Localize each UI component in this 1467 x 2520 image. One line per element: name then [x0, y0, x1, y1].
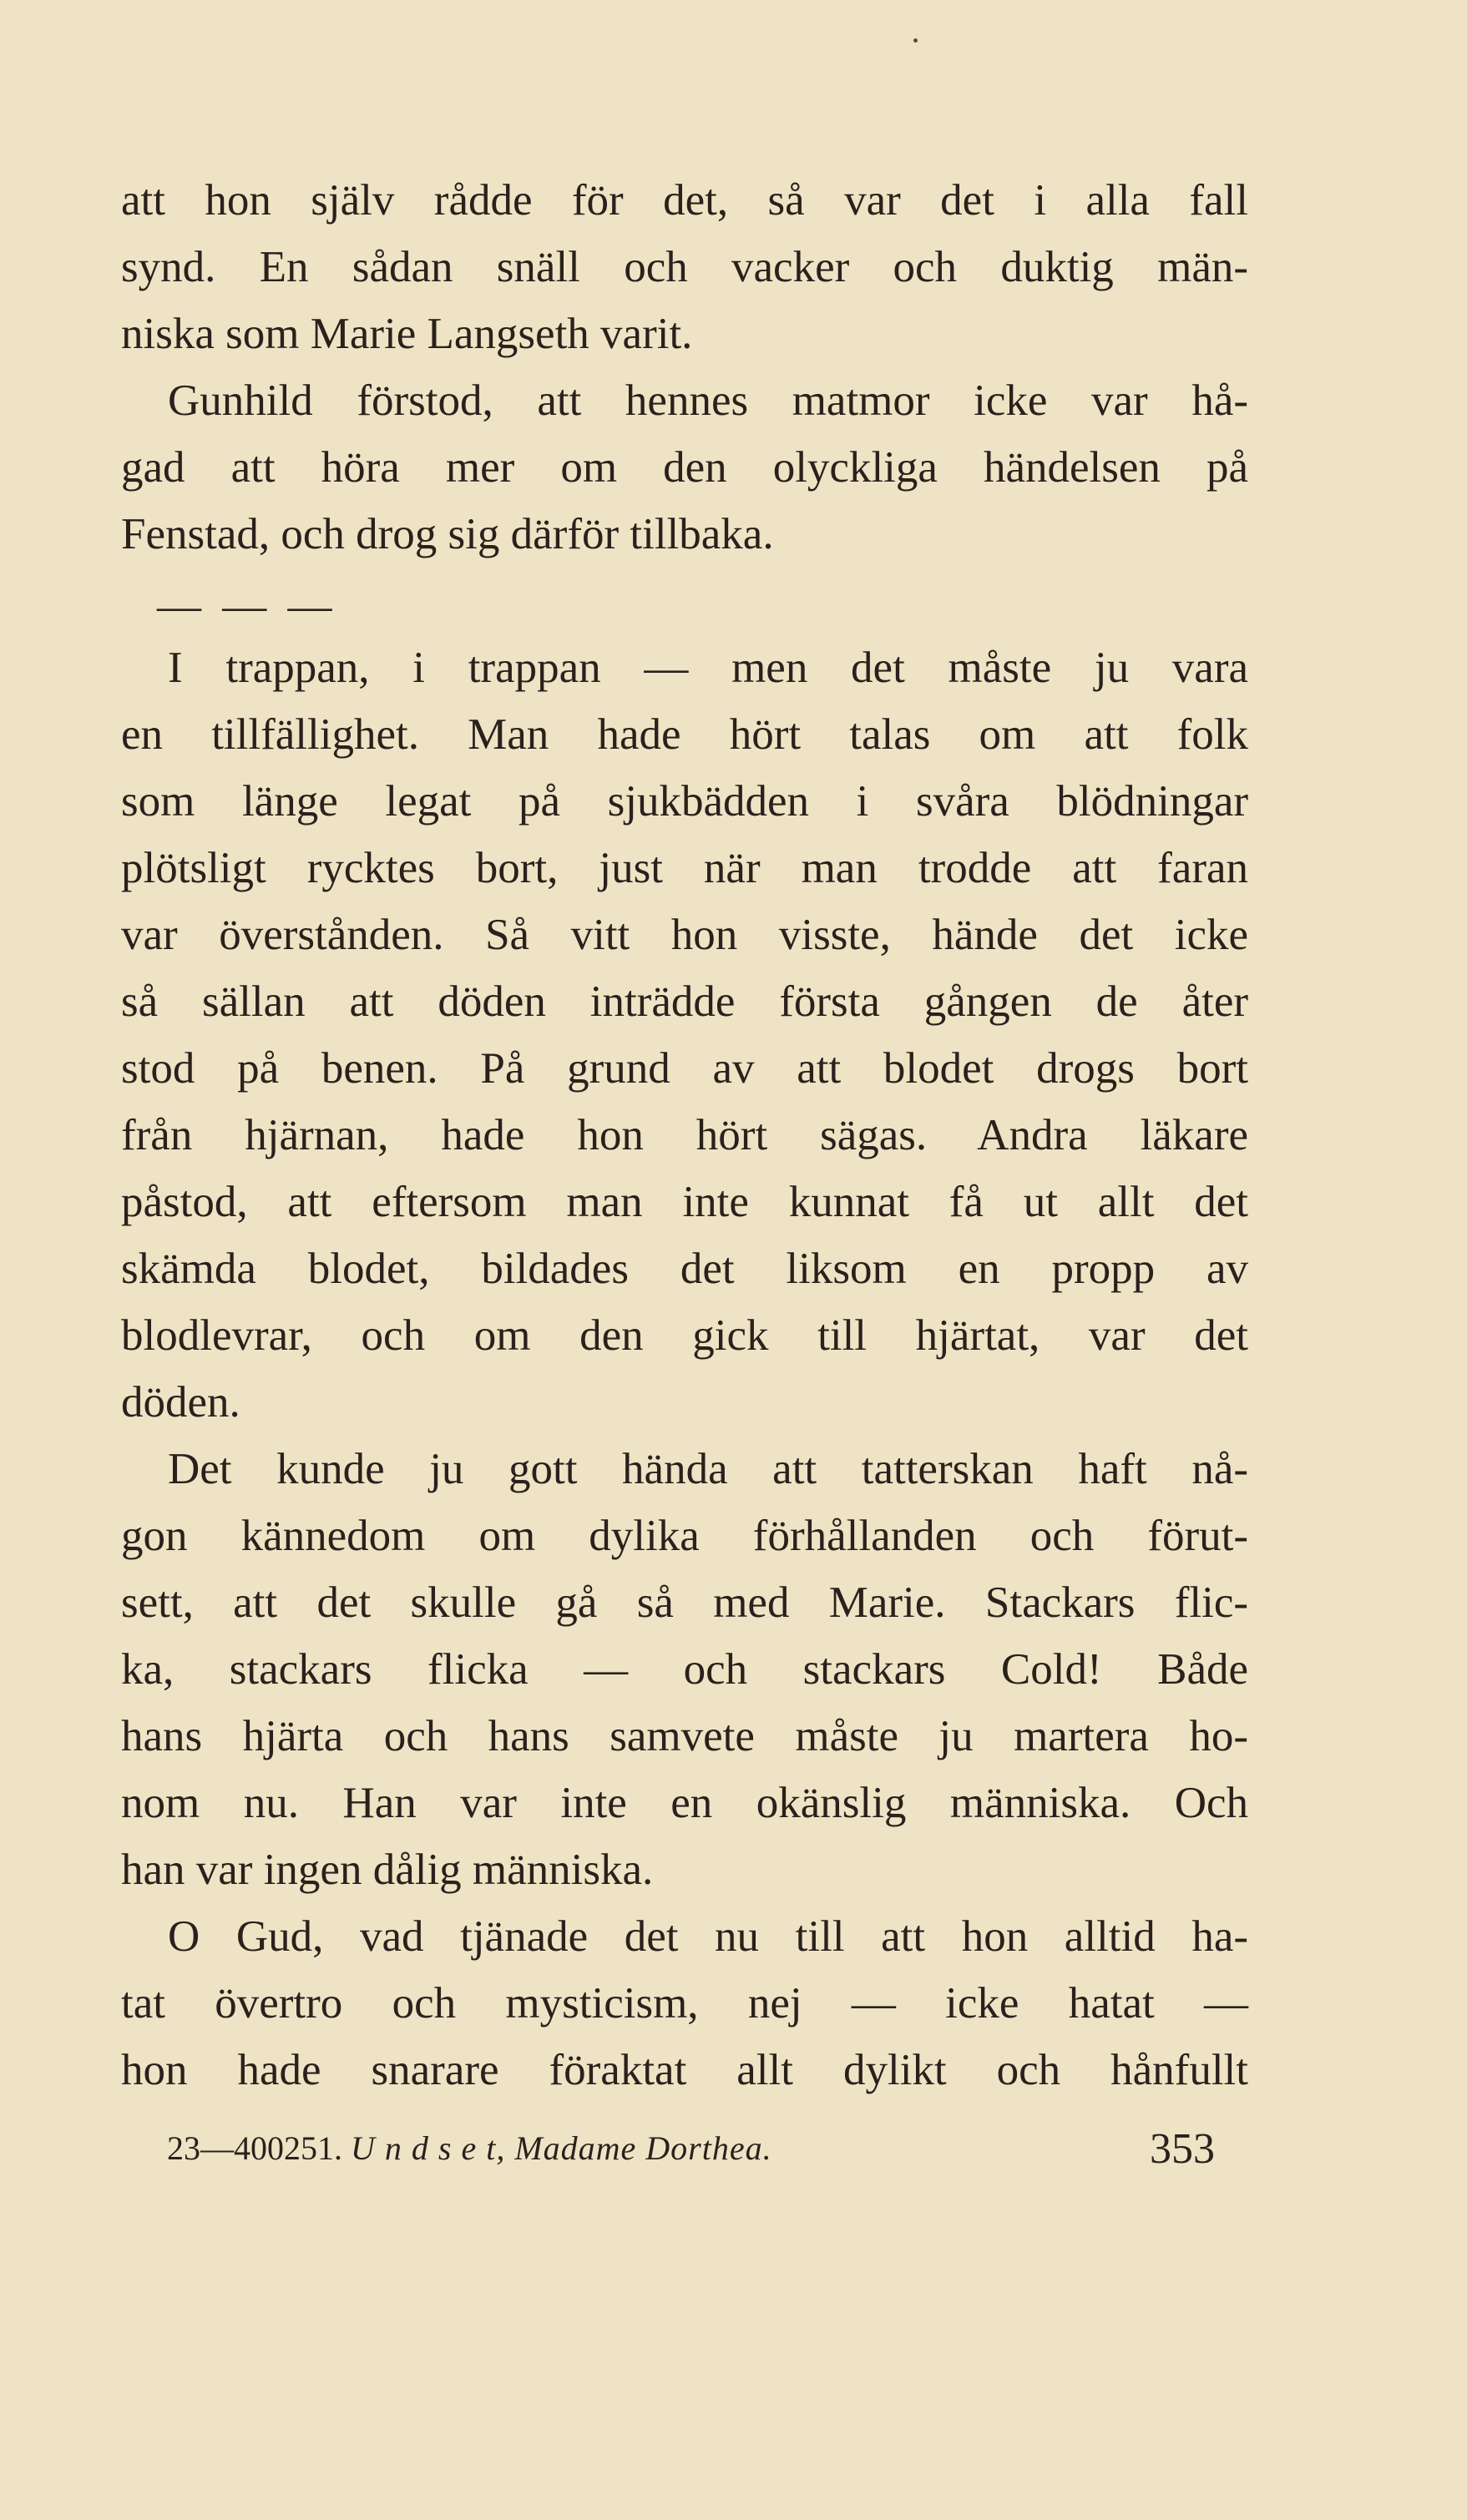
text-line: skämda blodet, bildades det liksom en propp av — [121, 1245, 1248, 1293]
printer-signature — [167, 2129, 772, 2168]
text-line: nom nu. Han var inte en okänslig människa. Och — [121, 1779, 1248, 1827]
ink-speck — [913, 38, 918, 43]
text-line: hans hjärta och hans samvete måste ju martera ho- — [121, 1712, 1248, 1760]
section-break: — — — — [157, 582, 337, 630]
text-line: som länge legat på sjukbädden i svåra blödningar — [121, 777, 1248, 826]
text-line: från hjärnan, hade hon hört sägas. Andra läkare — [121, 1111, 1248, 1159]
signature-title: U n d s e t, Madame Dorthea. — [351, 2129, 772, 2167]
text-line: gon kännedom om dylika förhållanden och förut- — [121, 1512, 1248, 1560]
text-line: Det kunde ju gott hända att tatterskan haft nå- — [168, 1445, 1248, 1493]
text-line: så sällan att döden inträdde första gången de åter — [121, 977, 1248, 1026]
text-line: tat övertro och mysticism, nej — icke hatat — — [121, 1979, 1248, 2028]
text-line: var överstånden. Så vitt hon visste, hände det icke — [121, 911, 1248, 959]
text-line: synd. En sådan snäll och vacker och duktig män- — [121, 243, 1248, 291]
text-line: hon hade snarare föraktat allt dylikt och hånfullt — [121, 2046, 1248, 2094]
text-line: O Gud, vad tjänade det nu till att hon alltid ha- — [168, 1912, 1248, 1961]
text-line: plötsligt rycktes bort, just när man trodde att faran — [121, 844, 1248, 892]
text-line: sett, att det skulle gå så med Marie. Stackars flic- — [121, 1578, 1248, 1627]
body-text — [121, 167, 1248, 2103]
text-line: ka, stackars flicka — och stackars Cold! Både — [121, 1645, 1248, 1694]
text-line: Gunhild förstod, att hennes matmor icke var hå- — [168, 376, 1248, 425]
text-line: påstod, att eftersom man inte kunnat få ut allt det — [121, 1178, 1248, 1226]
text-line: en tillfällighet. Man hade hört talas om att folk — [121, 710, 1248, 759]
text-line: Fenstad, och drog sig därför tillbaka. — [121, 510, 774, 558]
text-line: att hon själv rådde för det, så var det i alla fall — [121, 176, 1248, 225]
text-line: blodlevrar, och om den gick till hjärtat, var det — [121, 1311, 1248, 1360]
text-line: han var ingen dålig människa. — [121, 1846, 654, 1894]
text-line: stod på benen. På grund av att blodet drogs bort — [121, 1044, 1248, 1093]
text-line: I trappan, i trappan — men det måste ju vara — [168, 644, 1248, 692]
text-line: gad att höra mer om den olyckliga händelsen på — [121, 443, 1248, 492]
text-line: niska som Marie Langseth varit. — [121, 310, 693, 358]
page-number: 353 — [1150, 2125, 1215, 2173]
text-line: döden. — [121, 1378, 240, 1427]
signature-number: 23—400251. — [167, 2129, 342, 2167]
